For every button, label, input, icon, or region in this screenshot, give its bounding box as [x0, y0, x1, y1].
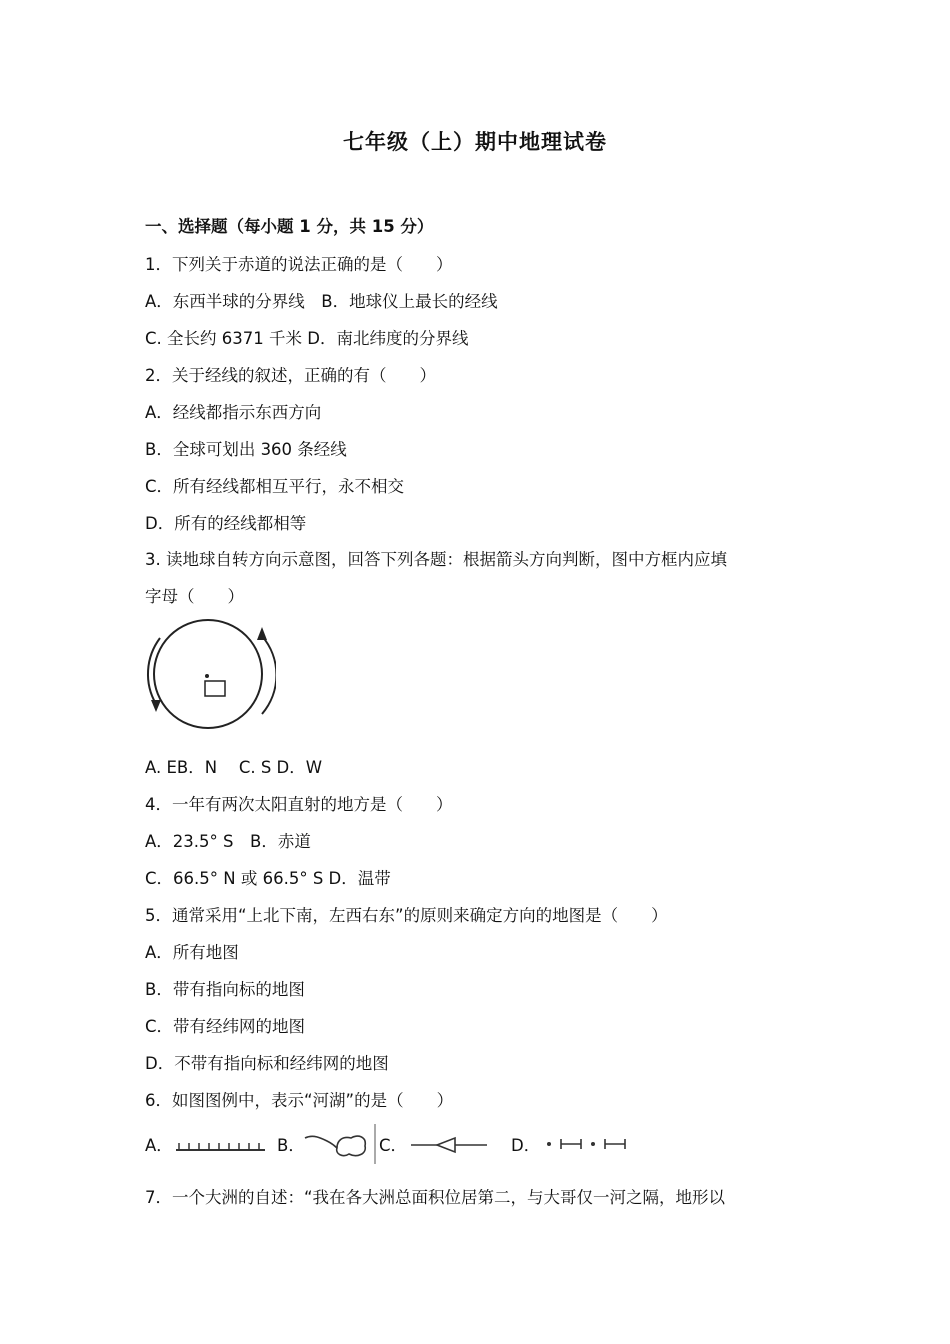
question-2-option-b: B．全球可划出 360 条经线 [145, 440, 347, 459]
section-heading: 一、选择题（每小题 1 分，共 15 分） [145, 217, 434, 236]
question-2-option-c: C．所有经线都相互平行，永不相交 [145, 477, 405, 496]
question-5-option-a: A．所有地图 [145, 943, 239, 962]
question-3-options: A. EB．N C. S D．W [145, 758, 323, 777]
railway-symbol-icon [175, 1138, 267, 1154]
river-lake-symbol-icon [303, 1126, 375, 1162]
question-5-option-b: B．带有指向标的地图 [145, 980, 305, 999]
boundary-symbol-icon [409, 1136, 489, 1154]
left-arrowhead [151, 700, 161, 712]
question-4-options-ab: A．23.5° S B．赤道 [145, 832, 311, 851]
legend-option-c-label: C． [379, 1136, 408, 1155]
earth-rotation-diagram-icon [144, 618, 276, 730]
question-5-option-c: C．带有经纬网的地图 [145, 1017, 306, 1036]
pole-dot [205, 674, 209, 678]
right-rotation-arrow [262, 636, 276, 714]
question-2-option-a: A．经线都指示东西方向 [145, 403, 322, 422]
question-1-options-ab: A．东西半球的分界线 B．地球仪上最长的经线 [145, 292, 498, 311]
right-arrowhead [257, 627, 267, 640]
question-3-stem-line1: 3. 读地球自转方向示意图，回答下列各题：根据箭头方向判断，图中方框内应填 [145, 550, 727, 569]
question-1-options-cd: C. 全长约 6371 千米 D．南北纬度的分界线 [145, 329, 469, 348]
question-3-stem-line2: 字母（ ） [145, 587, 244, 606]
question-4-options-cd: C．66.5° N 或 66.5° S D．温带 [145, 869, 391, 888]
question-5-option-d: D．不带有指向标和经纬网的地图 [145, 1054, 389, 1073]
legend-option-d-label: D． [511, 1136, 541, 1155]
divider-line [373, 1124, 377, 1164]
question-6-legend-options [145, 1124, 665, 1164]
question-6-stem: 6．如图图例中，表示“河湖”的是（ ） [145, 1091, 454, 1110]
border-line-symbol-icon [543, 1136, 629, 1152]
legend-option-b-label: B． [277, 1136, 305, 1155]
answer-box [205, 681, 225, 696]
question-2-option-d: D．所有的经线都相等 [145, 514, 307, 533]
page-title: 七年级（上）期中地理试卷 [343, 130, 607, 154]
question-2-stem: 2．关于经线的叙述，正确的有（ ） [145, 366, 436, 385]
question-1-stem: 1．下列关于赤道的说法正确的是（ ） [145, 255, 453, 274]
question-5-stem: 5．通常采用“上北下南，左西右东”的原则来确定方向的地图是（ ） [145, 906, 668, 925]
question-7-stem: 7．一个大洲的自述：“我在各大洲总面积位居第二，与大哥仅一河之隔，地形以 [145, 1188, 726, 1207]
legend-option-a-label: A． [145, 1136, 173, 1155]
earth-circle [154, 620, 262, 728]
question-4-stem: 4．一年有两次太阳直射的地方是（ ） [145, 795, 453, 814]
